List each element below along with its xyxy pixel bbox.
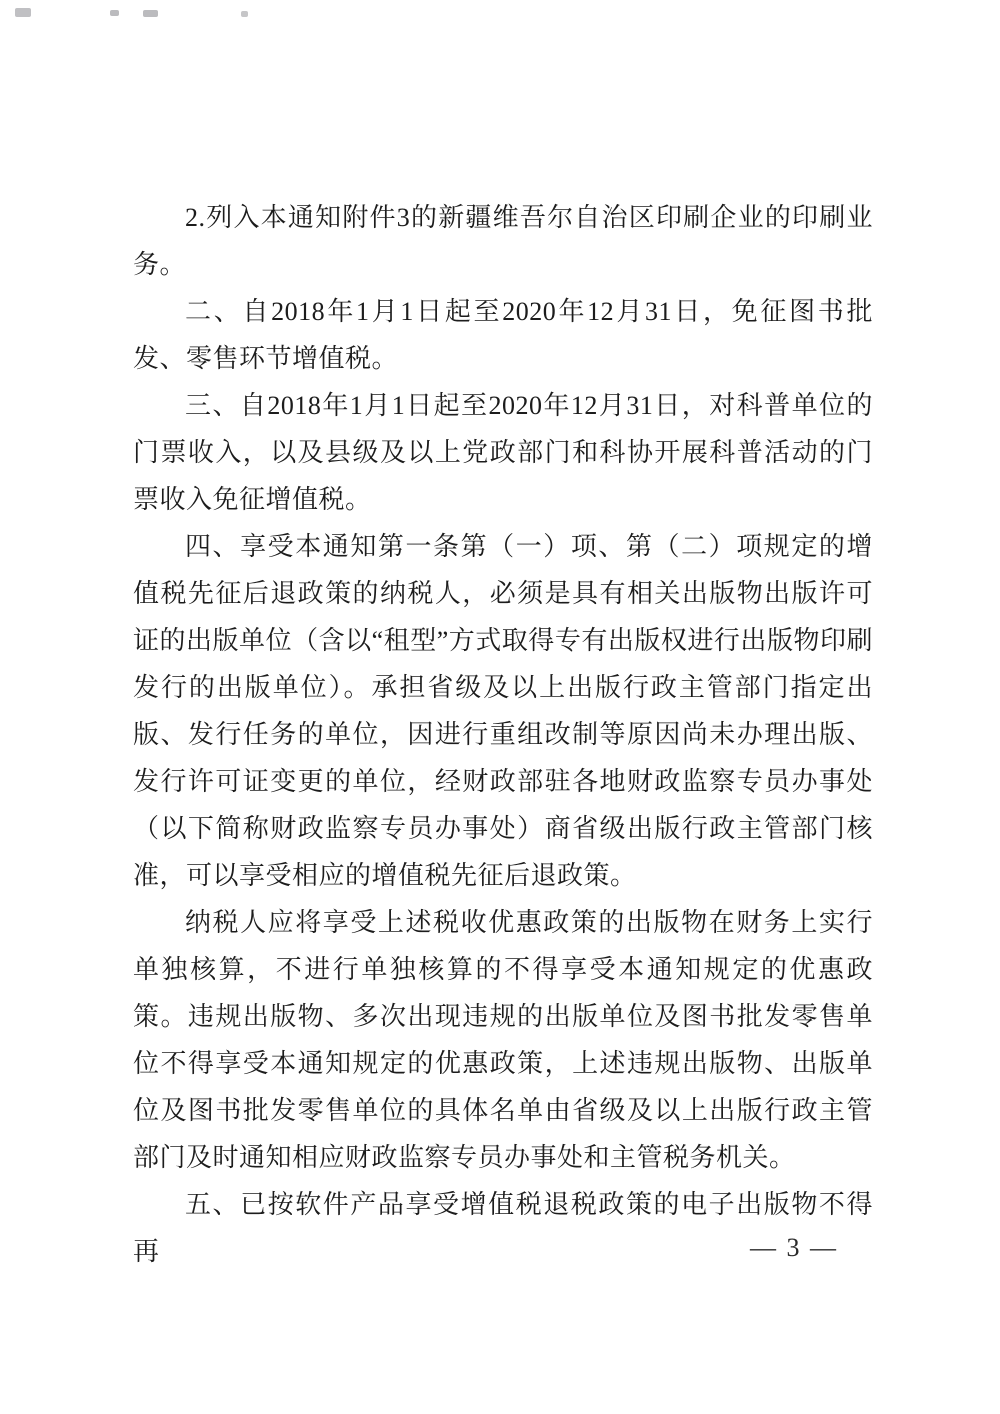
- scan-artifact: [15, 8, 31, 17]
- document-body: [133, 194, 873, 1275]
- paragraph-item-2-xinjiang-printing: 2.列入本通知附件3的新疆维吾尔自治区印刷企业的印刷业务。: [133, 203, 873, 279]
- scan-artifact: [143, 10, 158, 17]
- scan-artifact: [110, 10, 119, 16]
- paragraph-section-2-book-wholesale-exemption: 二、自2018年1月1日起至2020年12月31日，免征图书批发、零售环节增值税。: [133, 297, 873, 373]
- paragraph-section-4-refund-policy-eligibility: 四、享受本通知第一条第（一）项、第（二）项规定的增值税先征后退政策的纳税人，必须是具有相关出版物出版许可证的出版单位（含以“租型”方式取得专有出版权进行出版物印刷发行的出版单位）。承担省级及以上出版行政主管部门指定出版、发行任务的单位，因进行重组改制等原因尚未办理出版、发行许可证变更的单位，经财政部驻各地财政监察专员办事处（以下简称财政监察专员办事处）商省级出版行政主管部门核准，可以享受相应的增值税先征后退政策。: [133, 532, 873, 890]
- paragraph-separate-accounting-requirement: 纳税人应将享受上述税收优惠政策的出版物在财务上实行单独核算，不进行单独核算的不得享受本通知规定的优惠政策。违规出版物、多次出现违规的出版单位及图书批发零售单位不得享受本通知规定的优惠政策，上述违规出版物、出版单位及图书批发零售单位的具体名单由省级及以上出版行政主管部门及时通知相应财政监察专员办事处和主管税务机关。: [133, 908, 873, 1172]
- scan-artifact: [241, 11, 248, 17]
- page-number: — 3 —: [750, 1233, 838, 1262]
- paragraph-section-3-science-ticket-exemption: 三、自2018年1月1日起至2020年12月31日，对科普单位的门票收入，以及县级及以上党政部门和科协开展科普活动的门票收入免征增值税。: [133, 391, 873, 514]
- paragraph-section-5-electronic-publications: 五、已按软件产品享受增值税退税政策的电子出版物不得再: [133, 1190, 873, 1266]
